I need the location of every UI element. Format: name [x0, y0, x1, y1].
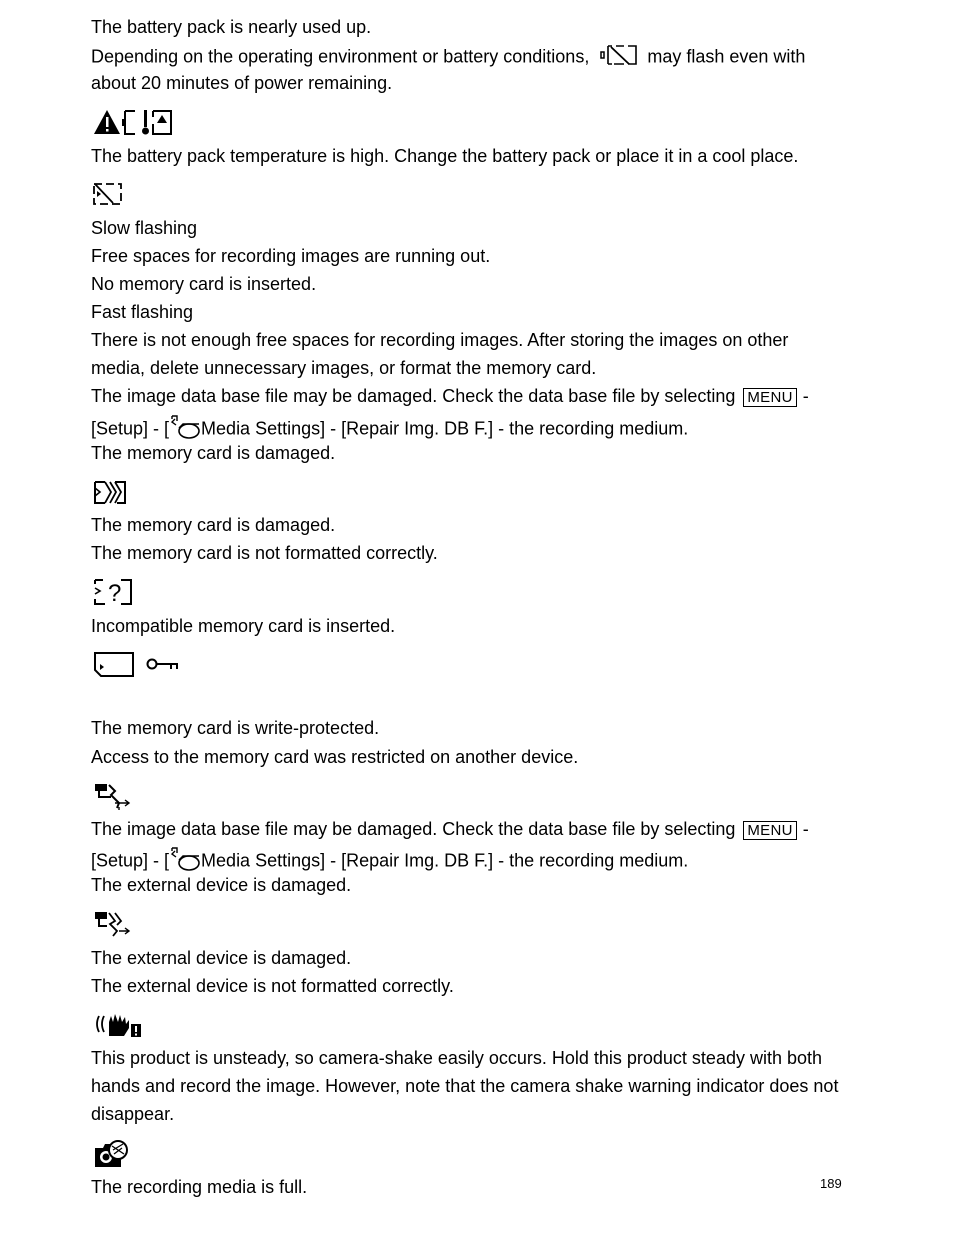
- text-span: The image data base file may be damaged. Check the data base file by selecting: [91, 386, 736, 406]
- camera-shake-warning-icon: [91, 1010, 145, 1043]
- memory-card-write-protected-icon: [91, 650, 183, 685]
- text-span: Depending on the operating environment or battery conditions,: [91, 46, 590, 67]
- media-settings-icon: [169, 846, 201, 877]
- text-line: Access to the memory card was restricted on another device.: [91, 747, 579, 767]
- text-line: [91, 818, 809, 840]
- text-line: The external device is damaged.: [91, 875, 352, 895]
- text-line: The memory card is not formatted correctly.: [91, 543, 438, 563]
- battery-empty-icon: [600, 44, 638, 71]
- text-line: Free spaces for recording images are running out.: [91, 246, 491, 266]
- text-span: may flash even with: [647, 46, 806, 67]
- text-line: The memory card is write-protected.: [91, 718, 380, 738]
- text-line: The battery pack is nearly used up.: [91, 17, 372, 37]
- text-line: Fast flashing: [91, 302, 194, 322]
- memory-card-damaged-icon: [91, 478, 129, 511]
- external-device-damaged-icon: [91, 909, 135, 944]
- text-line: The battery pack temperature is high. Change the battery pack or place it in a cool place.: [91, 146, 799, 166]
- text-span: [Setup] - [: [91, 850, 170, 871]
- battery-temperature-warning-icon: [91, 107, 175, 142]
- text-line: hands and record the image. However, note that the camera shake warning indicator does not: [91, 1076, 839, 1096]
- text-line: This product is unsteady, so camera-shake easily occurs. Hold this product steady with both: [91, 1048, 823, 1068]
- svg-text:?: ?: [108, 580, 122, 607]
- text-line: The memory card is damaged.: [91, 515, 336, 535]
- text-line: [91, 44, 805, 71]
- text-span: -: [802, 819, 809, 839]
- memory-card-missing-icon: [91, 181, 125, 212]
- recording-media-full-icon: [91, 1138, 131, 1175]
- text-line: The recording media is full.: [91, 1177, 308, 1197]
- menu-button-label: MENU: [743, 821, 796, 840]
- page-number: 189: [820, 1176, 842, 1191]
- text-line: disappear.: [91, 1104, 175, 1124]
- external-device-error-icon: [91, 781, 135, 816]
- memory-card-incompatible-icon: [91, 577, 135, 612]
- text-line: [91, 385, 809, 407]
- text-span: The image data base file may be damaged. Check the data base file by selecting: [91, 819, 736, 839]
- text-line: There is not enough free spaces for recording images. After storing the images on other: [91, 330, 789, 350]
- media-settings-icon: [169, 414, 201, 445]
- text-line: media, delete unnecessary images, or format the memory card.: [91, 358, 597, 378]
- text-line: [91, 846, 688, 877]
- text-span: -: [802, 386, 809, 406]
- menu-button-label: MENU: [743, 388, 796, 407]
- text-line: No memory card is inserted.: [91, 274, 317, 294]
- text-line: Slow flashing: [91, 218, 198, 238]
- text-line: Incompatible memory card is inserted.: [91, 616, 396, 636]
- text-line: The memory card is damaged.: [91, 443, 336, 463]
- text-line: The external device is not formatted correctly.: [91, 976, 454, 996]
- text-line: about 20 minutes of power remaining.: [91, 73, 393, 93]
- text-span: Media Settings] - [Repair Img. DB F.] - the recording medium.: [201, 850, 689, 871]
- text-span: Media Settings] - [Repair Img. DB F.] - the recording medium.: [201, 418, 689, 439]
- text-line: [91, 414, 688, 445]
- text-line: The external device is damaged.: [91, 948, 352, 968]
- text-span: [Setup] - [: [91, 418, 170, 439]
